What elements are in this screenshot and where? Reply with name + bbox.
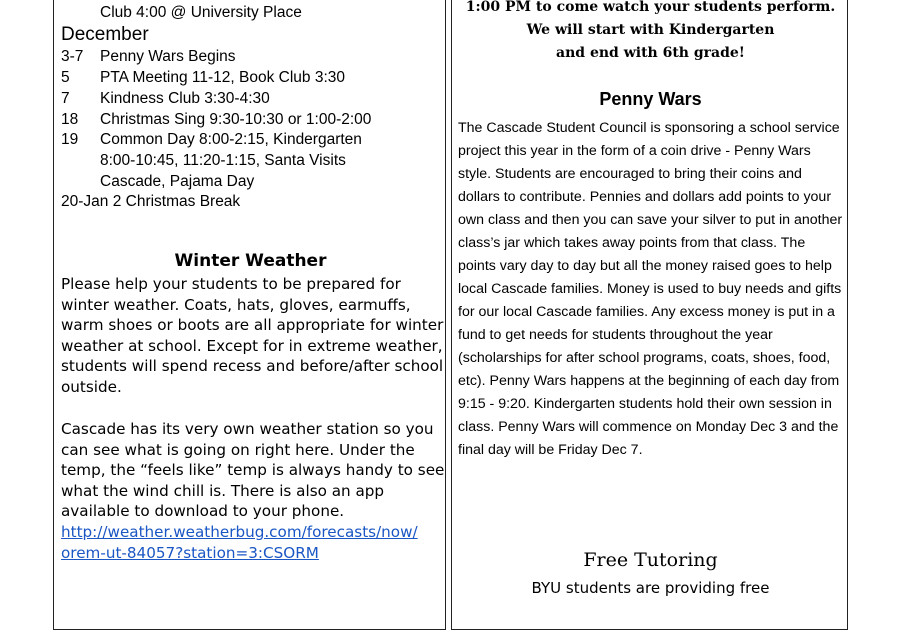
calendar bbox=[61, 0, 441, 213]
performance-note bbox=[452, 0, 848, 65]
calendar-event: Penny Wars Begins bbox=[100, 48, 236, 66]
christmas-break-line: 20-Jan 2 Christmas Break bbox=[61, 193, 241, 211]
weatherbug-link-line1: http://weather.weatherbug.com/forecasts/now/ bbox=[61, 522, 418, 541]
winter-weather-heading: Winter Weather bbox=[174, 251, 327, 271]
month-heading: December bbox=[61, 24, 149, 46]
calendar-event-continuation: Cascade, Pajama Day bbox=[100, 172, 255, 190]
calendar-entry bbox=[61, 47, 441, 68]
penny-wars-paragraph: The Cascade Student Council is sponsoring a school service project this year in the form of a coin drive - Penny Wars style. Students are encouraged to bring their coins and dollars to contribute. Pennies and dollars add points to your own class and then you can save your silver to put in another class’s jar which takes away points from that class. The points vary day to day but all the money raised goes to help local Cascade families. Money is used to buy needs and gifts for our local Cascade families. Any excess money is put in a fund to get needs for students throughout the year (scholarships for after school programs, coats, shoes, food, etc). Penny Wars happens at the beginning of each day from 9:15 - 9:20. Kindergarten students hold their own session in class. Penny Wars will commence on Monday Dec 3 and the final day will be Friday Dec 7. bbox=[458, 120, 843, 458]
penny-wars-heading: Penny Wars bbox=[599, 89, 702, 109]
calendar-entry bbox=[61, 130, 441, 151]
calendar-date: 5 bbox=[61, 69, 70, 87]
calendar-entry bbox=[61, 110, 441, 131]
calendar-date: 19 bbox=[61, 131, 79, 149]
calendar-event: PTA Meeting 11-12, Book Club 3:30 bbox=[100, 69, 345, 87]
calendar-date: 18 bbox=[61, 110, 79, 128]
calendar-event: Common Day 8:00-2:15, Kindergarten bbox=[100, 131, 362, 149]
calendar-entry bbox=[61, 68, 441, 89]
calendar-list bbox=[61, 47, 441, 192]
calendar-top bbox=[61, 0, 441, 23]
calendar-date: 3-7 bbox=[61, 48, 84, 66]
free-tutoring-text: BYU students are providing free bbox=[531, 579, 770, 597]
weatherbug-link-line2: orem-ut-84057?station=3:CSORM bbox=[61, 543, 319, 562]
right-column bbox=[451, 0, 848, 630]
weather-station-text: Cascade has its very own weather station so you can see what is going on right here. Under the temp, the “feels like” temp is always handy to see what the wind chill is. There is also an app available to download to your phone. bbox=[61, 420, 445, 521]
performance-line: 1:00 PM to come watch your students perform. bbox=[465, 0, 836, 15]
weather-station-paragraph bbox=[61, 419, 445, 563]
calendar-entry bbox=[61, 89, 441, 110]
calendar-date bbox=[61, 0, 100, 3]
left-column bbox=[53, 0, 446, 630]
performance-line: and end with 6th grade! bbox=[556, 45, 745, 61]
performance-line: We will start with Kindergarten bbox=[526, 22, 775, 38]
winter-weather-paragraph: Please help your students to be prepared for winter weather. Coats, hats, gloves, earmuffs, warm shoes or boots are all appropriate for winter weather at school. Except for in extreme weather, students will spend recess and before/after school outside. bbox=[61, 275, 444, 396]
calendar-event: Kindness Club 3:30-4:30 bbox=[100, 89, 270, 107]
weatherbug-link[interactable] bbox=[61, 522, 445, 563]
calendar-date: 7 bbox=[61, 89, 70, 107]
calendar-event-continuation: 8:00-10:45, 11:20-1:15, Santa Visits bbox=[100, 151, 346, 169]
free-tutoring-heading: Free Tutoring bbox=[583, 549, 718, 571]
calendar-event: Christmas Sing 9:30-10:30 or 1:00-2:00 bbox=[100, 110, 372, 128]
calendar-event-continuation: Club 4:00 @ University Place bbox=[100, 3, 302, 21]
